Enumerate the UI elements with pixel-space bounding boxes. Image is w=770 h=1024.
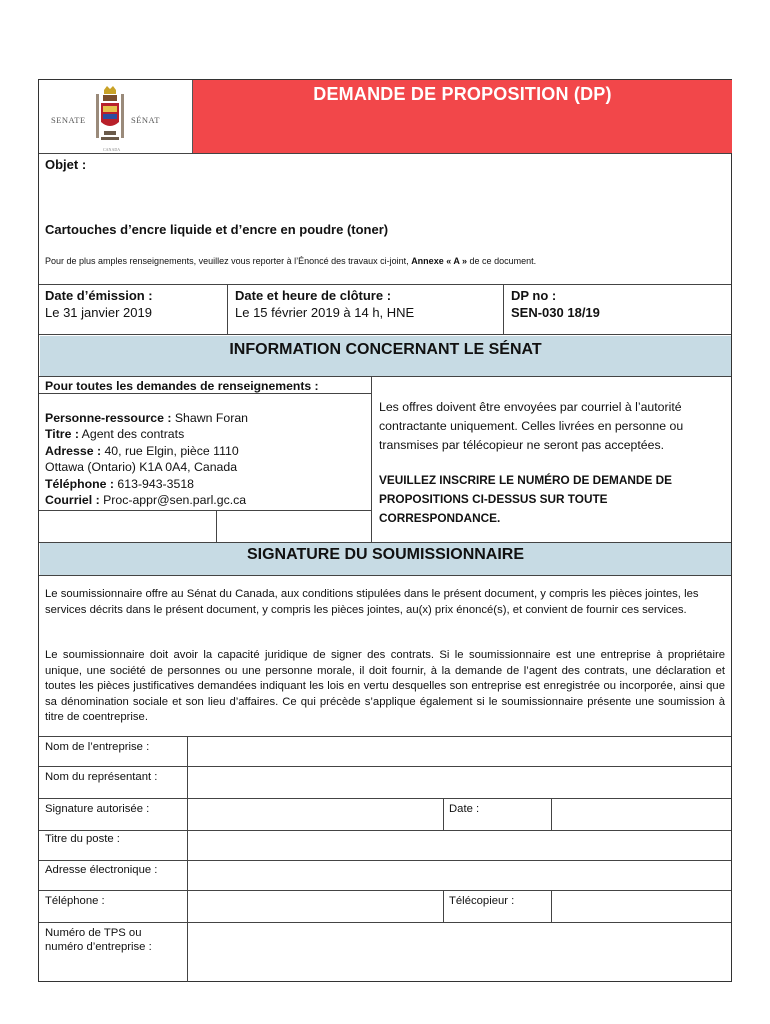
- phone-field[interactable]: [189, 891, 441, 921]
- signature-field[interactable]: [189, 799, 441, 829]
- contact-email[interactable]: Proc-appr@sen.parl.gc.ca: [99, 493, 247, 508]
- logo-bottom-text: CANADA: [103, 147, 121, 152]
- signature-paragraph-2: Le soumissionnaire doit avoir la capacité juridique de signer des contrats. Si le soumissionnaire est une entreprise à propriétaire unique, une société de personnes ou une personne morale, il doit fournir, à la demande de l’agent des contrats, une déclaration et toutes les pièces justificatives demandées indiquant les lois en vertu desquelles son entreprise est enregistrée ou incorporée, ainsi que sa dénomination sociale et son lieu d’affaires. Ce qui précède s’applique également si le soumissionnaire présente une soumission à titre de coentreprise.: [45, 649, 725, 723]
- inquiries-heading: Pour toutes les demandes de renseignements :: [45, 379, 319, 393]
- logo-right-text: SÉNAT: [131, 115, 160, 125]
- signature-heading: SIGNATURE DU SOUMISSIONNAIRE: [40, 543, 731, 575]
- objet-label: Objet :: [45, 157, 87, 172]
- job-title-field[interactable]: [189, 831, 729, 859]
- issue-date-label: Date d’émission :: [45, 288, 153, 303]
- fax-field[interactable]: [553, 891, 729, 921]
- dp-number-label: DP no :: [511, 288, 557, 303]
- fax-label: Télécopieur :: [449, 895, 515, 907]
- contact-block: Personne-ressource : Shawn Foran Titre : Agent des contrats Adresse : 40, rue Elgin, pièce 1110 Ottawa (Ontario) K1A 0A4, Canada Téléphone : 613-943-3518 Courriel : Proc-appr@sen.parl.gc.ca: [45, 410, 367, 508]
- representative-label: Nom du représentant :: [45, 771, 158, 783]
- crest-icon: [95, 86, 125, 146]
- gst-field[interactable]: [189, 923, 729, 953]
- issue-date-value: Le 31 janvier 2019: [45, 305, 152, 320]
- date-label: Date :: [449, 803, 480, 815]
- senate-info-heading: INFORMATION CONCERNANT LE SÉNAT: [40, 336, 731, 376]
- company-field[interactable]: [189, 737, 729, 765]
- subject-title: Cartouches d’encre liquide et d’encre en poudre (toner): [45, 222, 389, 237]
- annex-reference: Annexe « A »: [411, 256, 468, 266]
- email-field[interactable]: [189, 861, 729, 889]
- company-label: Nom de l’entreprise :: [45, 741, 150, 753]
- closing-date-label: Date et heure de clôture :: [235, 288, 392, 303]
- job-title-label: Titre du poste :: [45, 833, 120, 845]
- reference-note: VEUILLEZ INSCRIRE LE NUMÉRO DE DEMANDE DE PROPOSITIONS CI-DESSUS SUR TOUTE CORRESPONDANCE.: [379, 473, 672, 525]
- logo-left-text: SENATE: [51, 115, 86, 125]
- contact-phone: 613-943-3518: [114, 476, 195, 491]
- date-field[interactable]: [553, 799, 729, 829]
- contact-title: Agent des contrats: [78, 427, 185, 442]
- subject-note: Pour de plus amples renseignements, veuillez vous reporter à l’Énoncé des travaux ci-joint, Annexe « A » de ce document.: [45, 256, 537, 266]
- rfp-form: [38, 79, 732, 982]
- signature-label: Signature autorisée :: [45, 803, 150, 815]
- form-title: DEMANDE DE PROPOSITION (DP): [313, 84, 612, 104]
- dp-number-value: SEN-030 18/19: [511, 305, 600, 320]
- phone-label: Téléphone :: [45, 895, 105, 907]
- representative-field[interactable]: [189, 767, 729, 797]
- delivery-note: Les offres doivent être envoyées par courriel à l’autorité contractante uniquement. Celles livrées en personne ou transmises par télécopieur ne seront pas acceptées.: [379, 400, 684, 452]
- contact-city: Ottawa (Ontario) K1A 0A4, Canada: [45, 460, 238, 475]
- title-banner: [192, 80, 732, 153]
- signature-paragraph-1: Le soumissionnaire offre au Sénat du Canada, aux conditions stipulées dans le présent document, y compris les pièces jointes, les services décrits dans le présent document, y compris les pièces jointes, au(x) prix énoncé(s), et convient de fournir ces services.: [45, 588, 699, 616]
- email-label: Adresse électronique :: [45, 864, 158, 876]
- closing-date-value: Le 15 février 2019 à 14 h, HNE: [235, 305, 415, 320]
- senate-logo: [41, 82, 191, 152]
- contact-name: Shawn Foran: [171, 411, 248, 425]
- gst-label: Numéro de TPS ou numéro d’entreprise :: [45, 927, 152, 953]
- contact-address: 40, rue Elgin, pièce 1110: [101, 443, 239, 458]
